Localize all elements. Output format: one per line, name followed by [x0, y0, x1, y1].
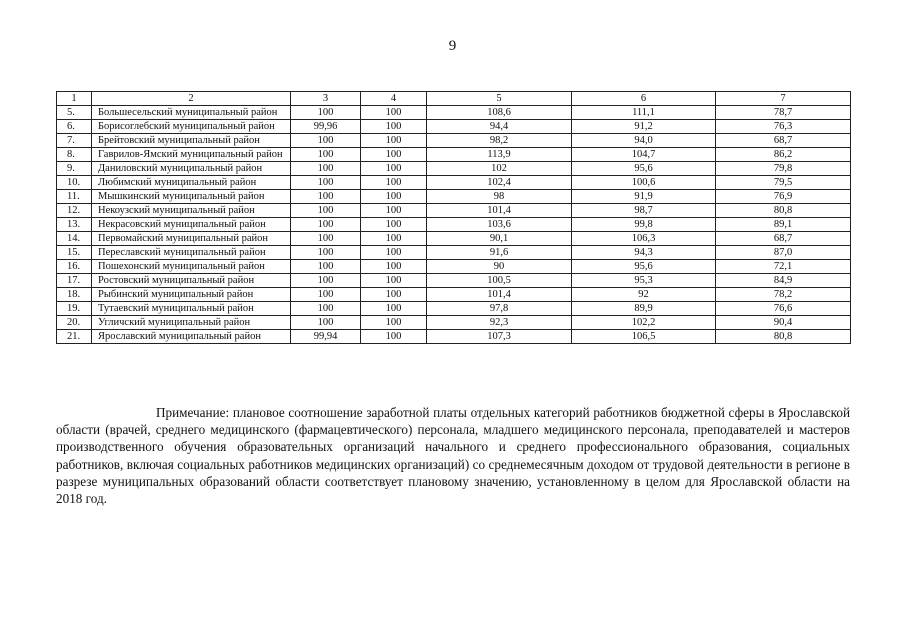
district-name-cell: Тутаевский муниципальный район — [92, 302, 291, 316]
row-number-cell: 7. — [57, 134, 92, 148]
table-row — [57, 134, 851, 148]
row-number-cell: 16. — [57, 260, 92, 274]
col7-value-cell: 80,8 — [716, 330, 851, 344]
col4-value-cell: 100 — [361, 134, 427, 148]
col5-value-cell: 98,2 — [427, 134, 572, 148]
col3-value-cell: 100 — [291, 246, 361, 260]
col3-value-cell: 100 — [291, 274, 361, 288]
table-row — [57, 106, 851, 120]
district-name-cell: Даниловский муниципальный район — [92, 162, 291, 176]
col5-value-cell: 113,9 — [427, 148, 572, 162]
col4-value-cell: 100 — [361, 148, 427, 162]
col6-value-cell: 102,2 — [572, 316, 716, 330]
col5-value-cell: 90,1 — [427, 232, 572, 246]
row-number-cell: 18. — [57, 288, 92, 302]
col4-value-cell: 100 — [361, 260, 427, 274]
col4-value-cell: 100 — [361, 330, 427, 344]
col5-value-cell: 102,4 — [427, 176, 572, 190]
col7-value-cell: 78,2 — [716, 288, 851, 302]
header-cell-3: 3 — [291, 92, 361, 106]
table-row — [57, 302, 851, 316]
col6-value-cell: 89,9 — [572, 302, 716, 316]
col5-value-cell: 102 — [427, 162, 572, 176]
table-row — [57, 260, 851, 274]
header-cell-7: 7 — [716, 92, 851, 106]
table-row — [57, 232, 851, 246]
row-number-cell: 21. — [57, 330, 92, 344]
table-row — [57, 204, 851, 218]
table-row — [57, 148, 851, 162]
table-row — [57, 176, 851, 190]
page-number: 9 — [448, 38, 457, 54]
col6-value-cell: 94,3 — [572, 246, 716, 260]
col3-value-cell: 99,94 — [291, 330, 361, 344]
col6-value-cell: 104,7 — [572, 148, 716, 162]
col6-value-cell: 94,0 — [572, 134, 716, 148]
col3-value-cell: 100 — [291, 106, 361, 120]
col6-value-cell: 106,3 — [572, 232, 716, 246]
col7-value-cell: 76,6 — [716, 302, 851, 316]
row-number-cell: 14. — [57, 232, 92, 246]
col3-value-cell: 100 — [291, 162, 361, 176]
col7-value-cell: 76,3 — [716, 120, 851, 134]
col7-value-cell: 84,9 — [716, 274, 851, 288]
col5-value-cell: 90 — [427, 260, 572, 274]
district-name-cell: Первомайский муниципальный район — [92, 232, 291, 246]
col7-value-cell: 90,4 — [716, 316, 851, 330]
col6-value-cell: 91,2 — [572, 120, 716, 134]
col4-value-cell: 100 — [361, 190, 427, 204]
col7-value-cell: 72,1 — [716, 260, 851, 274]
col6-value-cell: 95,3 — [572, 274, 716, 288]
col7-value-cell: 68,7 — [716, 134, 851, 148]
header-cell-1: 1 — [57, 92, 92, 106]
col5-value-cell: 103,6 — [427, 218, 572, 232]
district-name-cell: Рыбинский муниципальный район — [92, 288, 291, 302]
row-number-cell: 8. — [57, 148, 92, 162]
table-row — [57, 316, 851, 330]
col6-value-cell: 95,6 — [572, 162, 716, 176]
col7-value-cell: 86,2 — [716, 148, 851, 162]
row-number-cell: 13. — [57, 218, 92, 232]
district-name-cell: Борисоглебский муниципальный район — [92, 120, 291, 134]
col7-value-cell: 76,9 — [716, 190, 851, 204]
col5-value-cell: 108,6 — [427, 106, 572, 120]
col6-value-cell: 100,6 — [572, 176, 716, 190]
col5-value-cell: 101,4 — [427, 288, 572, 302]
col3-value-cell: 100 — [291, 260, 361, 274]
col6-value-cell: 95,6 — [572, 260, 716, 274]
district-name-cell: Угличский муниципальный район — [92, 316, 291, 330]
table-row — [57, 162, 851, 176]
district-name-cell: Любимский муниципальный район — [92, 176, 291, 190]
col3-value-cell: 100 — [291, 218, 361, 232]
col5-value-cell: 97,8 — [427, 302, 572, 316]
col3-value-cell: 100 — [291, 204, 361, 218]
col4-value-cell: 100 — [361, 316, 427, 330]
table-row — [57, 288, 851, 302]
table-row — [57, 120, 851, 134]
row-number-cell: 6. — [57, 120, 92, 134]
district-name-cell: Брейтовский муниципальный район — [92, 134, 291, 148]
district-name-cell: Мышкинский муниципальный район — [92, 190, 291, 204]
table-row — [57, 274, 851, 288]
col5-value-cell: 91,6 — [427, 246, 572, 260]
row-number-cell: 5. — [57, 106, 92, 120]
district-name-cell: Ярославский муниципальный район — [92, 330, 291, 344]
table-row — [57, 246, 851, 260]
col7-value-cell: 89,1 — [716, 218, 851, 232]
col6-value-cell: 92 — [572, 288, 716, 302]
col4-value-cell: 100 — [361, 120, 427, 134]
row-number-cell: 11. — [57, 190, 92, 204]
table-body — [57, 92, 851, 344]
district-name-cell: Пошехонский муниципальный район — [92, 260, 291, 274]
col6-value-cell: 91,9 — [572, 190, 716, 204]
col4-value-cell: 100 — [361, 204, 427, 218]
col3-value-cell: 100 — [291, 190, 361, 204]
col3-value-cell: 100 — [291, 302, 361, 316]
col4-value-cell: 100 — [361, 162, 427, 176]
col3-value-cell: 100 — [291, 176, 361, 190]
district-salary-table — [56, 91, 851, 344]
col5-value-cell: 92,3 — [427, 316, 572, 330]
col6-value-cell: 106,5 — [572, 330, 716, 344]
table-row — [57, 330, 851, 344]
district-name-cell: Большесельский муниципальный район — [92, 106, 291, 120]
col3-value-cell: 100 — [291, 148, 361, 162]
district-name-cell: Гаврилов-Ямский муниципальный район — [92, 148, 291, 162]
row-number-cell: 17. — [57, 274, 92, 288]
table-note: Примечание: плановое соотношение заработной платы отдельных категорий работников бюджетной сферы в Ярославской области (врачей, среднего медицинского (фармацевтического) персонала, младшего медицинского персонала, преподавателей и мастеров производственного обучения образовательных организаций начального и среднего профессионального образования, социальных работников, включая социальных работников медицинских организаций) со среднемесячным доходом от трудовой деятельности в регионе в разрезе муниципальных образований области соответствует плановому значению, установленному в целом для Ярославской области на 2018 год. — [56, 405, 850, 507]
col3-value-cell: 99,96 — [291, 120, 361, 134]
col3-value-cell: 100 — [291, 232, 361, 246]
district-name-cell: Ростовский муниципальный район — [92, 274, 291, 288]
table-row — [57, 190, 851, 204]
row-number-cell: 19. — [57, 302, 92, 316]
col4-value-cell: 100 — [361, 218, 427, 232]
col4-value-cell: 100 — [361, 302, 427, 316]
col3-value-cell: 100 — [291, 316, 361, 330]
row-number-cell: 12. — [57, 204, 92, 218]
row-number-cell: 20. — [57, 316, 92, 330]
col6-value-cell: 98,7 — [572, 204, 716, 218]
district-name-cell: Переславский муниципальный район — [92, 246, 291, 260]
col4-value-cell: 100 — [361, 246, 427, 260]
col4-value-cell: 100 — [361, 232, 427, 246]
col5-value-cell: 107,3 — [427, 330, 572, 344]
col7-value-cell: 79,8 — [716, 162, 851, 176]
col7-value-cell: 87,0 — [716, 246, 851, 260]
col5-value-cell: 94,4 — [427, 120, 572, 134]
table-row — [57, 218, 851, 232]
col4-value-cell: 100 — [361, 274, 427, 288]
col3-value-cell: 100 — [291, 288, 361, 302]
header-cell-4: 4 — [361, 92, 427, 106]
district-name-cell: Некрасовский муниципальный район — [92, 218, 291, 232]
col5-value-cell: 101,4 — [427, 204, 572, 218]
col3-value-cell: 100 — [291, 134, 361, 148]
row-number-cell: 15. — [57, 246, 92, 260]
col5-value-cell: 100,5 — [427, 274, 572, 288]
row-number-cell: 9. — [57, 162, 92, 176]
col6-value-cell: 111,1 — [572, 106, 716, 120]
col4-value-cell: 100 — [361, 106, 427, 120]
header-cell-5: 5 — [427, 92, 572, 106]
header-cell-2: 2 — [92, 92, 291, 106]
col4-value-cell: 100 — [361, 288, 427, 302]
col7-value-cell: 79,5 — [716, 176, 851, 190]
col6-value-cell: 99,8 — [572, 218, 716, 232]
header-cell-6: 6 — [572, 92, 716, 106]
district-name-cell: Некоузский муниципальный район — [92, 204, 291, 218]
table-header-row — [57, 92, 851, 106]
col5-value-cell: 98 — [427, 190, 572, 204]
col7-value-cell: 80,8 — [716, 204, 851, 218]
row-number-cell: 10. — [57, 176, 92, 190]
col7-value-cell: 78,7 — [716, 106, 851, 120]
col4-value-cell: 100 — [361, 176, 427, 190]
col7-value-cell: 68,7 — [716, 232, 851, 246]
